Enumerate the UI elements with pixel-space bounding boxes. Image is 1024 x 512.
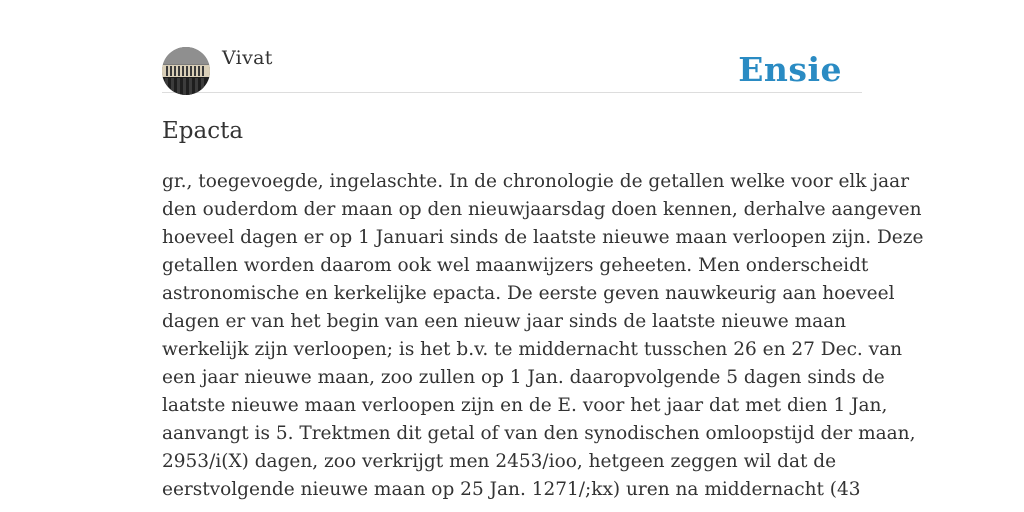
body-line: astronomische en kerkelijke epacta. De eerste geven nauwkeurig aan hoeveel [162, 283, 895, 304]
article-body [162, 168, 924, 504]
body-line: eerstvolgende nieuwe maan op 25 Jan. 1271/;kx) uren na middernacht (43 [162, 479, 861, 500]
body-line: aanvangt is 5. Trektmen dit getal of van den synodischen omloopstijd der maan, [162, 423, 916, 444]
body-line: gr., toegevoegde, ingelaschte. In de chronologie de getallen welke voor elk jaar [162, 171, 910, 192]
username[interactable]: Vivat [222, 47, 273, 69]
page-title: Epacta [162, 118, 244, 144]
body-line: laatste nieuwe maan verloopen zijn en de E. voor het jaar dat met dien 1 Jan, [162, 395, 888, 416]
body-line: 2953/i(X) dagen, zoo verkrijgt men 2453/ioo, hetgeen zeggen wil dat de [162, 451, 837, 472]
page [162, 0, 924, 512]
avatar[interactable] [162, 47, 210, 95]
body-line: hoeveel dagen er op 1 Januari sinds de laatste nieuwe maan verloopen zijn. Deze [162, 227, 924, 248]
body-line: dagen er van het begin van een nieuw jaar sinds de laatste nieuwe maan [162, 311, 847, 332]
body-line: getallen worden daarom ook wel maanwijzers geheeten. Men onderscheidt [162, 255, 869, 276]
brand-logo[interactable]: Ensie [738, 50, 842, 89]
body-line: werkelijk zijn verloopen; is het b.v. te middernacht tusschen 26 en 27 Dec. van [162, 339, 903, 360]
header [162, 46, 862, 93]
body-line: een jaar nieuwe maan, zoo zullen op 1 Jan. daaropvolgende 5 dagen sinds de [162, 367, 885, 388]
books-avatar-icon [162, 47, 210, 95]
body-line: den ouderdom der maan op den nieuwjaarsdag doen kennen, derhalve aangeven [162, 199, 922, 220]
